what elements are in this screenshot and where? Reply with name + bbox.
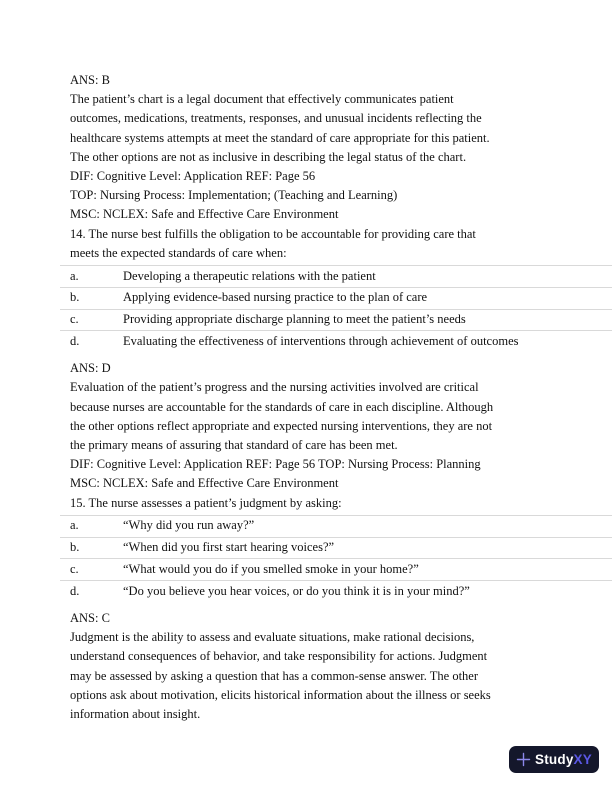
option-text: “What would you do if you smelled smoke in your home?”	[123, 561, 419, 576]
rationale-line: the primary means of assuring that standard of care has been met.	[70, 438, 398, 453]
meta-msc-line: MSC: NCLEX: Safe and Effective Care Environment	[70, 207, 339, 222]
option-letter: d.	[70, 583, 80, 598]
option-text: Applying evidence-based nursing practice to the plan of care	[123, 290, 428, 305]
question-14-options	[60, 265, 612, 352]
meta-dif-line: DIF: Cognitive Level: Application REF: Page 56	[70, 169, 316, 184]
option-text: “When did you first start hearing voices?”	[123, 540, 335, 555]
option-letter: c.	[70, 312, 79, 327]
answer-option-d	[60, 330, 612, 352]
option-letter: a.	[70, 518, 79, 533]
option-text: “Do you believe you hear voices, or do you think it is in your mind?”	[123, 583, 470, 598]
answer-label: ANS: C	[70, 611, 110, 626]
rationale-line: The other options are not as inclusive in describing the legal status of the chart.	[70, 149, 467, 164]
rationale-line: understand consequences of behavior, and take responsibility for actions. Judgment	[70, 649, 488, 664]
answer-option-b	[60, 537, 612, 559]
brand-name-primary: Study	[535, 751, 574, 767]
answer-option-c	[60, 558, 612, 580]
rationale-line: outcomes, medications, treatments, responses, and unusual incidents reflecting the	[70, 111, 482, 126]
rationale-line: Evaluation of the patient’s progress and the nursing activities involved are critical	[70, 380, 479, 395]
answer-block-13	[0, 71, 612, 225]
answer-label: ANS: D	[70, 361, 111, 376]
question-14-stem	[0, 225, 612, 263]
meta-top-line: TOP: Nursing Process: Implementation; (Teaching and Learning)	[70, 188, 398, 203]
meta-dif-top-line: DIF: Cognitive Level: Application REF: Page 56 TOP: Nursing Process: Planning	[70, 457, 481, 472]
option-letter: b.	[70, 290, 80, 305]
option-letter: c.	[70, 561, 79, 576]
option-text: Developing a therapeutic relations with the patient	[123, 268, 376, 283]
answer-option-d	[60, 580, 612, 602]
rationale-line: the other options reflect appropriate and expected nursing interventions, they are not	[70, 418, 493, 433]
rationale-line: healthcare systems attempts at meet the standard of care appropriate for this patient.	[70, 130, 490, 145]
studyxy-logo-badge	[509, 746, 599, 773]
document-content	[0, 71, 612, 724]
answer-option-a	[60, 265, 612, 287]
rationale-line: because nurses are accountable for the standards of care in each discipline. Although	[70, 399, 494, 414]
plus-icon	[516, 752, 531, 767]
question-stem-line: 15. The nurse assesses a patient’s judgment by asking:	[70, 495, 342, 510]
rationale-line: The patient’s chart is a legal document that effectively communicates patient	[70, 92, 454, 107]
option-text: Evaluating the effectiveness of interventions through achievement of outcomes	[123, 333, 519, 348]
answer-block-14	[0, 359, 612, 493]
question-stem-line: meets the expected standards of care when:	[70, 245, 287, 260]
question-15-stem	[0, 494, 612, 513]
answer-block-15	[0, 609, 612, 724]
question-15-options	[60, 515, 612, 602]
option-letter: d.	[70, 333, 80, 348]
answer-option-a	[60, 515, 612, 537]
answer-option-c	[60, 309, 612, 331]
brand-name-accent: XY	[573, 751, 592, 767]
meta-msc-line: MSC: NCLEX: Safe and Effective Care Environment	[70, 476, 339, 491]
question-stem-line: 14. The nurse best fulfills the obligation to be accountable for providing care that	[70, 226, 476, 241]
option-letter: a.	[70, 268, 79, 283]
rationale-line: information about insight.	[70, 707, 201, 722]
rationale-line: Judgment is the ability to assess and evaluate situations, make rational decisions,	[70, 630, 475, 645]
option-text: Providing appropriate discharge planning to meet the patient’s needs	[123, 312, 466, 327]
rationale-line: options ask about motivation, elicits historical information about the illness or seeks	[70, 687, 491, 702]
answer-option-b	[60, 287, 612, 309]
rationale-line: may be assessed by asking a question that has a common-sense answer. The other	[70, 668, 479, 683]
answer-label: ANS: B	[70, 73, 110, 87]
option-text: “Why did you run away?”	[123, 518, 255, 533]
option-letter: b.	[70, 540, 80, 555]
